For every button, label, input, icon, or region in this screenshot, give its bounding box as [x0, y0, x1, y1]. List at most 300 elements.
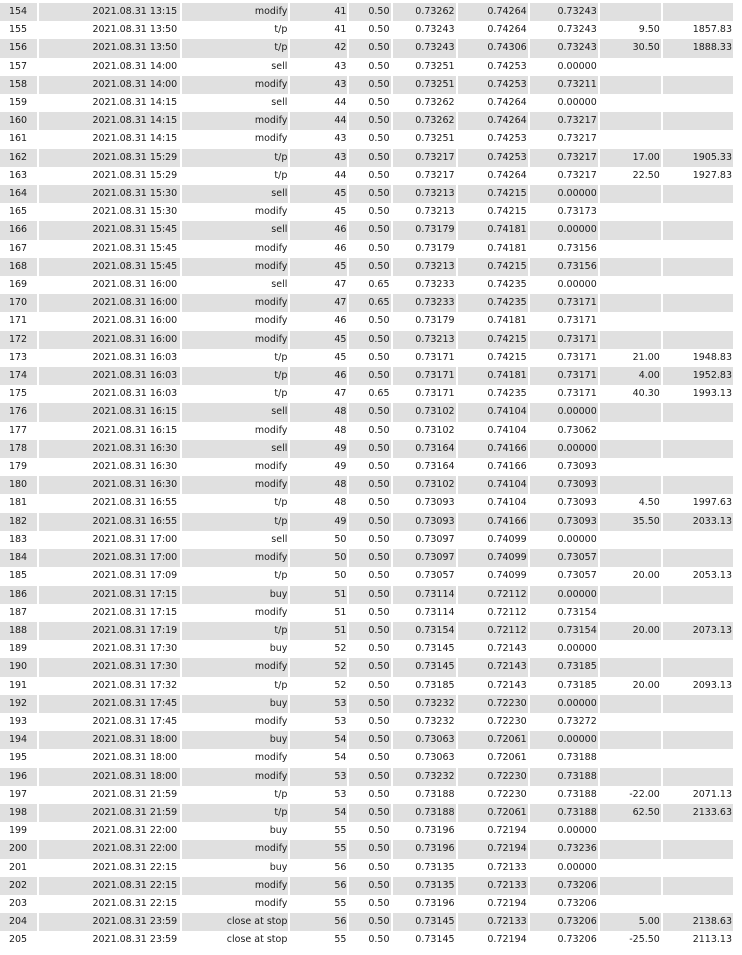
balance-cell — [663, 94, 733, 112]
price-cell: 0.73251 — [393, 76, 456, 94]
type-cell: modify — [182, 203, 288, 221]
time-cell: 2021.08.31 17:45 — [39, 713, 180, 731]
table-row — [0, 112, 733, 130]
stop-loss-cell: 0.74215 — [458, 185, 528, 203]
take-profit-cell: 0.73243 — [530, 39, 598, 57]
type-cell: buy — [182, 859, 288, 877]
take-profit-cell: 0.00000 — [530, 440, 598, 458]
table-row — [0, 822, 733, 840]
table-row — [0, 622, 733, 640]
type-cell: modify — [182, 768, 288, 786]
time-cell: 2021.08.31 16:03 — [39, 349, 180, 367]
stop-loss-cell: 0.72112 — [458, 604, 528, 622]
type-cell: modify — [182, 240, 288, 258]
type-cell: t/p — [182, 167, 288, 185]
time-cell: 2021.08.31 17:30 — [39, 658, 180, 676]
profit-cell: 40.30 — [600, 385, 661, 403]
table-row — [0, 658, 733, 676]
price-cell: 0.73243 — [393, 21, 456, 39]
time-cell: 2021.08.31 14:15 — [39, 94, 180, 112]
type-cell: t/p — [182, 804, 288, 822]
table-row — [0, 640, 733, 658]
type-cell: t/p — [182, 513, 288, 531]
time-cell: 2021.08.31 15:29 — [39, 167, 180, 185]
stop-loss-cell: 0.74235 — [458, 385, 528, 403]
profit-cell — [600, 185, 661, 203]
order-cell: 55 — [290, 931, 347, 949]
price-cell: 0.73145 — [393, 658, 456, 676]
order-cell: 45 — [290, 349, 347, 367]
profit-cell: 35.50 — [600, 513, 661, 531]
stop-loss-cell: 0.74215 — [458, 258, 528, 276]
time-cell: 2021.08.31 22:15 — [39, 877, 180, 895]
balance-cell — [663, 749, 733, 767]
type-cell: t/p — [182, 622, 288, 640]
stop-loss-cell: 0.72143 — [458, 658, 528, 676]
table-row — [0, 349, 733, 367]
size-cell: 0.50 — [349, 312, 390, 330]
order-cell: 49 — [290, 440, 347, 458]
order-cell: 46 — [290, 221, 347, 239]
table-row — [0, 149, 733, 167]
order-cell: 51 — [290, 586, 347, 604]
size-cell: 0.50 — [349, 476, 390, 494]
row-number: 197 — [0, 786, 37, 804]
balance-cell — [663, 312, 733, 330]
take-profit-cell: 0.73217 — [530, 130, 598, 148]
price-cell: 0.73154 — [393, 622, 456, 640]
stop-loss-cell: 0.72230 — [458, 713, 528, 731]
order-cell: 50 — [290, 567, 347, 585]
stop-loss-cell: 0.74181 — [458, 367, 528, 385]
take-profit-cell: 0.73156 — [530, 240, 598, 258]
order-cell: 48 — [290, 476, 347, 494]
balance-cell: 1857.83 — [663, 21, 733, 39]
order-cell: 43 — [290, 76, 347, 94]
stop-loss-cell: 0.72061 — [458, 731, 528, 749]
size-cell: 0.50 — [349, 76, 390, 94]
stop-loss-cell: 0.74215 — [458, 331, 528, 349]
stop-loss-cell: 0.74166 — [458, 458, 528, 476]
table-row — [0, 931, 733, 949]
balance-cell — [663, 3, 733, 21]
row-number: 192 — [0, 695, 37, 713]
time-cell: 2021.08.31 17:00 — [39, 549, 180, 567]
order-cell: 53 — [290, 786, 347, 804]
table-row — [0, 695, 733, 713]
stop-loss-cell: 0.72230 — [458, 786, 528, 804]
size-cell: 0.50 — [349, 549, 390, 567]
balance-cell — [663, 294, 733, 312]
profit-cell — [600, 895, 661, 913]
table-row — [0, 3, 733, 21]
time-cell: 2021.08.31 22:15 — [39, 895, 180, 913]
table-row — [0, 258, 733, 276]
time-cell: 2021.08.31 17:30 — [39, 640, 180, 658]
type-cell: sell — [182, 276, 288, 294]
price-cell: 0.73171 — [393, 367, 456, 385]
time-cell: 2021.08.31 18:00 — [39, 768, 180, 786]
row-number: 158 — [0, 76, 37, 94]
take-profit-cell: 0.73057 — [530, 549, 598, 567]
stop-loss-cell: 0.74253 — [458, 149, 528, 167]
time-cell: 2021.08.31 16:30 — [39, 440, 180, 458]
take-profit-cell: 0.00000 — [530, 859, 598, 877]
balance-cell — [663, 76, 733, 94]
table-row — [0, 422, 733, 440]
row-number: 183 — [0, 531, 37, 549]
type-cell: modify — [182, 458, 288, 476]
table-row — [0, 185, 733, 203]
price-cell: 0.73063 — [393, 731, 456, 749]
price-cell: 0.73135 — [393, 877, 456, 895]
row-number: 155 — [0, 21, 37, 39]
table-row — [0, 804, 733, 822]
stop-loss-cell: 0.74166 — [458, 440, 528, 458]
price-cell: 0.73179 — [393, 240, 456, 258]
balance-cell: 2133.63 — [663, 804, 733, 822]
time-cell: 2021.08.31 15:29 — [39, 149, 180, 167]
row-number: 184 — [0, 549, 37, 567]
take-profit-cell: 0.73206 — [530, 913, 598, 931]
profit-cell — [600, 731, 661, 749]
size-cell: 0.50 — [349, 494, 390, 512]
order-cell: 52 — [290, 658, 347, 676]
profit-cell: 30.50 — [600, 39, 661, 57]
profit-cell — [600, 94, 661, 112]
table-row — [0, 604, 733, 622]
order-cell: 44 — [290, 167, 347, 185]
price-cell: 0.73114 — [393, 604, 456, 622]
price-cell: 0.73114 — [393, 586, 456, 604]
size-cell: 0.50 — [349, 39, 390, 57]
order-cell: 41 — [290, 3, 347, 21]
row-number: 179 — [0, 458, 37, 476]
table-row — [0, 476, 733, 494]
balance-cell — [663, 276, 733, 294]
balance-cell — [663, 112, 733, 130]
profit-cell — [600, 440, 661, 458]
price-cell: 0.73196 — [393, 822, 456, 840]
balance-cell: 1948.83 — [663, 349, 733, 367]
balance-cell — [663, 604, 733, 622]
row-number: 174 — [0, 367, 37, 385]
size-cell: 0.50 — [349, 622, 390, 640]
table-row — [0, 731, 733, 749]
balance-cell — [663, 658, 733, 676]
type-cell: buy — [182, 640, 288, 658]
price-cell: 0.73145 — [393, 640, 456, 658]
balance-cell: 2138.63 — [663, 913, 733, 931]
type-cell: t/p — [182, 39, 288, 57]
size-cell: 0.50 — [349, 804, 390, 822]
take-profit-cell: 0.73171 — [530, 367, 598, 385]
size-cell: 0.50 — [349, 567, 390, 585]
time-cell: 2021.08.31 13:15 — [39, 3, 180, 21]
balance-cell — [663, 130, 733, 148]
stop-loss-cell: 0.74306 — [458, 39, 528, 57]
profit-cell: 20.00 — [600, 677, 661, 695]
take-profit-cell: 0.73154 — [530, 622, 598, 640]
order-cell: 42 — [290, 39, 347, 57]
table-row — [0, 240, 733, 258]
row-number: 194 — [0, 731, 37, 749]
row-number: 202 — [0, 877, 37, 895]
order-cell: 45 — [290, 203, 347, 221]
order-cell: 54 — [290, 749, 347, 767]
type-cell: modify — [182, 840, 288, 858]
time-cell: 2021.08.31 16:00 — [39, 331, 180, 349]
type-cell: t/p — [182, 567, 288, 585]
type-cell: sell — [182, 531, 288, 549]
order-cell: 45 — [290, 185, 347, 203]
order-cell: 43 — [290, 130, 347, 148]
row-number: 190 — [0, 658, 37, 676]
price-cell: 0.73232 — [393, 768, 456, 786]
stop-loss-cell: 0.72061 — [458, 804, 528, 822]
balance-cell: 1952.83 — [663, 367, 733, 385]
take-profit-cell: 0.73093 — [530, 476, 598, 494]
take-profit-cell: 0.73093 — [530, 513, 598, 531]
table-row — [0, 276, 733, 294]
take-profit-cell: 0.00000 — [530, 640, 598, 658]
table-row — [0, 385, 733, 403]
stop-loss-cell: 0.74264 — [458, 112, 528, 130]
row-number: 168 — [0, 258, 37, 276]
time-cell: 2021.08.31 16:55 — [39, 513, 180, 531]
price-cell: 0.73093 — [393, 513, 456, 531]
type-cell: modify — [182, 476, 288, 494]
order-cell: 53 — [290, 768, 347, 786]
profit-cell — [600, 3, 661, 21]
row-number: 189 — [0, 640, 37, 658]
price-cell: 0.73063 — [393, 749, 456, 767]
take-profit-cell: 0.00000 — [530, 185, 598, 203]
take-profit-cell: 0.73188 — [530, 749, 598, 767]
order-cell: 47 — [290, 385, 347, 403]
type-cell: buy — [182, 822, 288, 840]
type-cell: t/p — [182, 149, 288, 167]
balance-cell — [663, 476, 733, 494]
take-profit-cell: 0.73156 — [530, 258, 598, 276]
stop-loss-cell: 0.74215 — [458, 203, 528, 221]
profit-cell: 20.00 — [600, 622, 661, 640]
table-row — [0, 167, 733, 185]
take-profit-cell: 0.00000 — [530, 221, 598, 239]
balance-cell — [663, 331, 733, 349]
order-cell: 55 — [290, 895, 347, 913]
price-cell: 0.73164 — [393, 458, 456, 476]
type-cell: buy — [182, 586, 288, 604]
price-cell: 0.73164 — [393, 440, 456, 458]
balance-cell — [663, 240, 733, 258]
balance-cell — [663, 840, 733, 858]
price-cell: 0.73213 — [393, 258, 456, 276]
order-cell: 43 — [290, 149, 347, 167]
stop-loss-cell: 0.74099 — [458, 549, 528, 567]
time-cell: 2021.08.31 17:19 — [39, 622, 180, 640]
size-cell: 0.50 — [349, 840, 390, 858]
row-number: 185 — [0, 567, 37, 585]
time-cell: 2021.08.31 16:00 — [39, 312, 180, 330]
size-cell: 0.50 — [349, 695, 390, 713]
type-cell: modify — [182, 76, 288, 94]
order-cell: 44 — [290, 94, 347, 112]
time-cell: 2021.08.31 15:30 — [39, 203, 180, 221]
time-cell: 2021.08.31 23:59 — [39, 931, 180, 949]
take-profit-cell: 0.73206 — [530, 877, 598, 895]
row-number: 199 — [0, 822, 37, 840]
time-cell: 2021.08.31 14:00 — [39, 76, 180, 94]
stop-loss-cell: 0.72194 — [458, 822, 528, 840]
stop-loss-cell: 0.74264 — [458, 167, 528, 185]
time-cell: 2021.08.31 16:15 — [39, 422, 180, 440]
order-cell: 56 — [290, 877, 347, 895]
price-cell: 0.73093 — [393, 494, 456, 512]
size-cell: 0.50 — [349, 768, 390, 786]
price-cell: 0.73185 — [393, 677, 456, 695]
table-row — [0, 913, 733, 931]
profit-cell — [600, 476, 661, 494]
row-number: 156 — [0, 39, 37, 57]
row-number: 204 — [0, 913, 37, 931]
price-cell: 0.73213 — [393, 203, 456, 221]
take-profit-cell: 0.00000 — [530, 695, 598, 713]
take-profit-cell: 0.73206 — [530, 895, 598, 913]
order-cell: 49 — [290, 513, 347, 531]
size-cell: 0.50 — [349, 604, 390, 622]
price-cell: 0.73262 — [393, 3, 456, 21]
profit-cell — [600, 112, 661, 130]
balance-cell — [663, 586, 733, 604]
take-profit-cell: 0.00000 — [530, 731, 598, 749]
balance-cell — [663, 859, 733, 877]
time-cell: 2021.08.31 13:50 — [39, 39, 180, 57]
order-cell: 47 — [290, 276, 347, 294]
profit-cell: 9.50 — [600, 21, 661, 39]
stop-loss-cell: 0.74181 — [458, 312, 528, 330]
profit-cell — [600, 76, 661, 94]
price-cell: 0.73102 — [393, 403, 456, 421]
row-number: 205 — [0, 931, 37, 949]
order-cell: 49 — [290, 458, 347, 476]
order-cell: 51 — [290, 604, 347, 622]
take-profit-cell: 0.73093 — [530, 458, 598, 476]
balance-cell — [663, 422, 733, 440]
size-cell: 0.50 — [349, 640, 390, 658]
type-cell: buy — [182, 731, 288, 749]
order-cell: 47 — [290, 294, 347, 312]
type-cell: buy — [182, 695, 288, 713]
type-cell: sell — [182, 58, 288, 76]
price-cell: 0.73232 — [393, 713, 456, 731]
take-profit-cell: 0.73173 — [530, 203, 598, 221]
take-profit-cell: 0.73243 — [530, 21, 598, 39]
stop-loss-cell: 0.74253 — [458, 130, 528, 148]
balance-cell: 1888.33 — [663, 39, 733, 57]
balance-cell: 2033.13 — [663, 513, 733, 531]
size-cell: 0.50 — [349, 440, 390, 458]
profit-cell — [600, 531, 661, 549]
row-number: 173 — [0, 349, 37, 367]
time-cell: 2021.08.31 16:30 — [39, 476, 180, 494]
table-row — [0, 877, 733, 895]
table-row — [0, 203, 733, 221]
time-cell: 2021.08.31 16:15 — [39, 403, 180, 421]
order-cell: 50 — [290, 549, 347, 567]
type-cell: modify — [182, 604, 288, 622]
time-cell: 2021.08.31 16:00 — [39, 294, 180, 312]
price-cell: 0.73145 — [393, 931, 456, 949]
table-row — [0, 39, 733, 57]
time-cell: 2021.08.31 16:55 — [39, 494, 180, 512]
order-cell: 48 — [290, 403, 347, 421]
stop-loss-cell: 0.72230 — [458, 768, 528, 786]
type-cell: t/p — [182, 677, 288, 695]
table-row — [0, 531, 733, 549]
row-number: 198 — [0, 804, 37, 822]
trade-history-report — [0, 3, 737, 950]
table-row — [0, 294, 733, 312]
balance-cell — [663, 822, 733, 840]
time-cell: 2021.08.31 17:09 — [39, 567, 180, 585]
order-cell: 43 — [290, 58, 347, 76]
size-cell: 0.50 — [349, 94, 390, 112]
take-profit-cell: 0.73217 — [530, 112, 598, 130]
price-cell: 0.73262 — [393, 94, 456, 112]
type-cell: t/p — [182, 367, 288, 385]
table-row — [0, 494, 733, 512]
stop-loss-cell: 0.72194 — [458, 931, 528, 949]
take-profit-cell: 0.00000 — [530, 586, 598, 604]
balance-cell: 2113.13 — [663, 931, 733, 949]
size-cell: 0.50 — [349, 112, 390, 130]
row-number: 182 — [0, 513, 37, 531]
row-number: 177 — [0, 422, 37, 440]
balance-cell: 2053.13 — [663, 567, 733, 585]
take-profit-cell: 0.73236 — [530, 840, 598, 858]
trades-table — [0, 3, 735, 950]
size-cell: 0.50 — [349, 877, 390, 895]
size-cell: 0.65 — [349, 276, 390, 294]
size-cell: 0.50 — [349, 586, 390, 604]
size-cell: 0.50 — [349, 367, 390, 385]
row-number: 203 — [0, 895, 37, 913]
take-profit-cell: 0.00000 — [530, 403, 598, 421]
time-cell: 2021.08.31 18:00 — [39, 731, 180, 749]
row-number: 165 — [0, 203, 37, 221]
row-number: 157 — [0, 58, 37, 76]
row-number: 161 — [0, 130, 37, 148]
take-profit-cell: 0.73188 — [530, 768, 598, 786]
table-row — [0, 367, 733, 385]
table-row — [0, 895, 733, 913]
type-cell: modify — [182, 549, 288, 567]
type-cell: sell — [182, 403, 288, 421]
balance-cell — [663, 258, 733, 276]
price-cell: 0.73213 — [393, 331, 456, 349]
row-number: 170 — [0, 294, 37, 312]
stop-loss-cell: 0.72112 — [458, 622, 528, 640]
profit-cell — [600, 822, 661, 840]
profit-cell — [600, 221, 661, 239]
balance-cell — [663, 221, 733, 239]
table-row — [0, 713, 733, 731]
size-cell: 0.50 — [349, 203, 390, 221]
table-row — [0, 403, 733, 421]
size-cell: 0.50 — [349, 167, 390, 185]
profit-cell — [600, 549, 661, 567]
